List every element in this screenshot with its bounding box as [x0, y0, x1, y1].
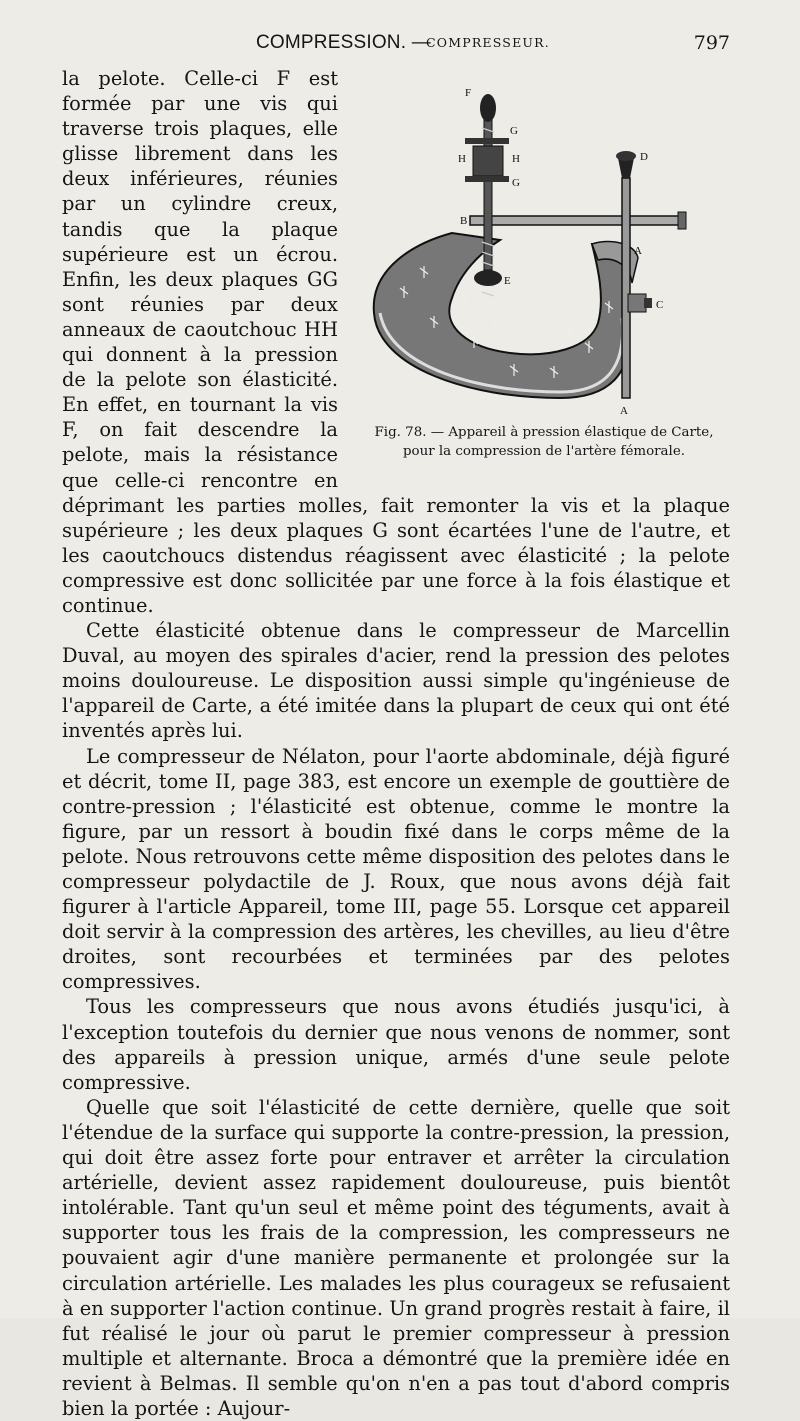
- label-c: C: [656, 299, 664, 311]
- paragraph-4: Tous les compresseurs que nous avons étudiés jusqu'ici, à l'exception toutefois du dernier que nous venons de nommer, sont des appareils à pression unique, armés d'une seule pelote compressive.: [62, 995, 730, 1094]
- label-h-left: H: [458, 153, 466, 165]
- vertical-rod: [622, 178, 630, 398]
- caption-line-2: pour la compression de l'artère fémorale.: [402, 444, 686, 459]
- page-number: 797: [693, 32, 730, 54]
- label-g-top: G: [510, 125, 518, 137]
- label-b: B: [460, 215, 468, 227]
- label-e: E: [504, 275, 511, 287]
- label-d: D: [640, 151, 648, 163]
- header-title: COMPRESSION. —: [256, 32, 431, 53]
- compressor-illustration: [360, 68, 720, 418]
- paragraph-1: la pelote. Celle-ci F est formée par une vis qui traverse trois plaques, elle glisse librement dans les deux inférieures, réunies par un cylindre creux, tandis que la plaque supérieure est un écrou. Enfin, les deux plaques GG sont réunies par deux anneaux de caoutchouc HH qui donnent à la pression de la pelote son élasticité. En effet, en tournant la vis F, on fait descendre la pelote, mais la résistance que celle-ci rencontre en déprimant les parties molles, fait remonter la vis et la plaque supérieure ; les deux plaques G sont écartées l'une de l'autre, et les caoutchoucs distendus réagissent avec élasticité ; la pelote compressive est donc sollicitée par une force à la fois élastique et continue.: [62, 67, 730, 617]
- label-a-bottom: A: [620, 405, 628, 417]
- figure-caption: [352, 423, 736, 461]
- label-g-bottom: G: [512, 177, 520, 189]
- horizontal-bar: [470, 216, 685, 225]
- body-text: [62, 66, 730, 1421]
- label-h-right: H: [512, 153, 520, 165]
- running-header: [62, 32, 730, 58]
- paragraph-3: Le compresseur de Nélaton, pour l'aorte abdominale, déjà figuré et décrit, tome II, page 383, est encore un exemple de gouttière de contre-pression ; l'élasticité est obtenue, comme le montre la figure, par un ressort à boudin fixé dans le corps même de la pelote. Nous retrouvons cette même disposition des pelotes dans le compresseur polydactile de J. Roux, que nous avons déjà fait figurer à l'article Appareil, tome III, page 55. Lorsque cet appareil doit servir à la compression des artères, les chevilles, au lieu d'être droites, sont recourbées et terminées par des pelotes compressives.: [62, 744, 730, 994]
- screw-head: [480, 94, 496, 122]
- paragraph-2: Cette élasticité obtenue dans le compresseur de Marcellin Duval, au moyen des spirales d'acier, rend la pression des pelotes moins douloureuse. Le disposition aussi simple qu'ingénieuse de l'appareil de Carte, a été imitée dans la plupart de ceux qui ont été inventés après lui.: [62, 619, 730, 743]
- header-subtitle: COMPRESSEUR.: [426, 35, 550, 50]
- label-f: F: [465, 87, 472, 99]
- label-a-top: A: [634, 245, 642, 257]
- splint-shape: [374, 233, 630, 398]
- figure-78: [352, 66, 736, 468]
- pelote-e: [474, 270, 502, 286]
- paragraph-5: Quelle que soit l'élasticité de cette dernière, quelle que soit l'étendue de la surface qui supporte la contre-pression, la pression, qui doit être assez forte pour entraver et arrêter la circulation artérielle, devient assez rapidement douloureuse, puis bientôt intolérable. Tant qu'un seul et même point des téguments, avait à supporter tous les frais de la compression, les compresseurs ne pouvaient agir d'une manière permanente et prolongée sur la circulation artérielle. Les malades les plus courageux se refusaient à en supporter l'action continue. Un grand progrès restait à faire, il fut réalisé le jour où parut le premier compresseur à pression multiple et alternante. Broca a démontré que la première idée en revient à Belmas. Il semble qu'on n'en a pas tout d'abord compris bien la portée : Aujour-: [62, 1095, 730, 1420]
- caption-line-1: Fig. 78. — Appareil à pression élastique de Carte,: [374, 425, 714, 440]
